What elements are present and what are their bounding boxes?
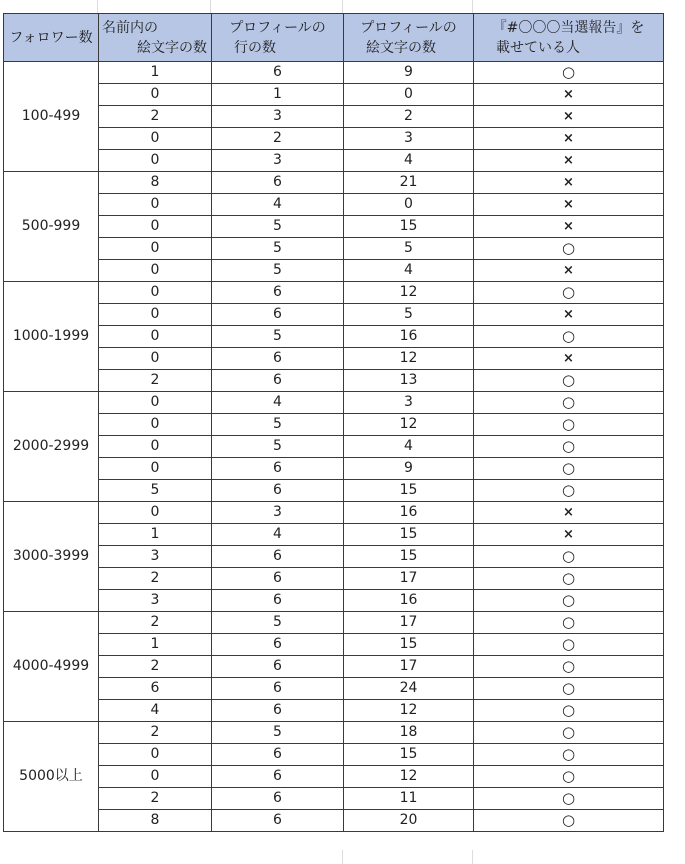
profile-emoji-cell: 4 [344,436,474,458]
profile-lines-cell: 3 [212,106,344,128]
report-mark-cell: ○ [474,568,664,590]
table-row [4,612,664,634]
follower-range-cell: 3000-3999 [4,502,99,612]
follower-range-cell: 2000-2999 [4,392,99,502]
name-emoji-cell: 0 [99,150,212,172]
profile-emoji-cell: 15 [344,480,474,502]
profile-lines-cell: 6 [212,766,344,788]
table-row [4,700,664,722]
table-row [4,392,664,414]
report-mark-cell: × [474,106,664,128]
profile-lines-cell: 4 [212,194,344,216]
profile-lines-cell: 6 [212,810,344,832]
profile-emoji-cell: 12 [344,348,474,370]
profile-lines-cell: 6 [212,458,344,480]
name-emoji-cell: 1 [99,524,212,546]
follower-range-cell: 1000-1999 [4,282,99,392]
table-row [4,722,664,744]
header-report [474,14,664,62]
table-row [4,260,664,282]
profile-emoji-cell: 0 [344,84,474,106]
profile-lines-cell: 6 [212,568,344,590]
name-emoji-cell: 0 [99,502,212,524]
report-mark-cell: ○ [474,788,664,810]
gridline [472,0,473,13]
profile-lines-cell: 1 [212,84,344,106]
gridline [342,850,343,864]
profile-lines-cell: 6 [212,590,344,612]
table-row [4,304,664,326]
profile-emoji-cell: 16 [344,590,474,612]
table-row [4,282,664,304]
profile-lines-cell: 6 [212,546,344,568]
report-mark-cell: × [474,216,664,238]
name-emoji-cell: 0 [99,414,212,436]
table-row [4,128,664,150]
report-mark-cell: ○ [474,700,664,722]
report-mark-cell: ○ [474,766,664,788]
follower-range-cell: 4000-4999 [4,612,99,722]
gridline [342,0,343,13]
report-mark-cell: ○ [474,326,664,348]
report-mark-cell: ○ [474,810,664,832]
table-row [4,568,664,590]
profile-lines-cell: 6 [212,304,344,326]
profile-emoji-cell: 2 [344,106,474,128]
name-emoji-cell: 2 [99,722,212,744]
name-emoji-cell: 2 [99,656,212,678]
name-emoji-cell: 0 [99,744,212,766]
name-emoji-cell: 2 [99,106,212,128]
profile-lines-cell: 6 [212,656,344,678]
name-emoji-cell: 3 [99,546,212,568]
profile-emoji-cell: 17 [344,568,474,590]
report-mark-cell: × [474,194,664,216]
profile-lines-cell: 4 [212,392,344,414]
name-emoji-cell: 0 [99,84,212,106]
profile-emoji-cell: 4 [344,150,474,172]
name-emoji-cell: 2 [99,370,212,392]
name-emoji-cell: 1 [99,634,212,656]
profile-lines-cell: 6 [212,678,344,700]
table-row [4,480,664,502]
table-row [4,84,664,106]
profile-emoji-cell: 12 [344,414,474,436]
profile-emoji-cell: 18 [344,722,474,744]
name-emoji-cell: 1 [99,62,212,84]
table-row [4,634,664,656]
report-mark-cell: ○ [474,546,664,568]
gridline [97,0,98,13]
header-profile-lines-line2: 行の数 [234,39,276,56]
name-emoji-cell: 0 [99,194,212,216]
profile-lines-cell: 3 [212,502,344,524]
profile-emoji-cell: 16 [344,502,474,524]
profile-emoji-cell: 3 [344,392,474,414]
report-mark-cell: × [474,128,664,150]
profile-lines-cell: 6 [212,744,344,766]
name-emoji-cell: 0 [99,238,212,260]
profile-emoji-cell: 4 [344,260,474,282]
name-emoji-cell: 5 [99,480,212,502]
table-row [4,788,664,810]
profile-emoji-cell: 11 [344,788,474,810]
name-emoji-cell: 0 [99,392,212,414]
header-report-line1: 『#〇〇〇当選報告』を [492,19,645,36]
profile-emoji-cell: 12 [344,766,474,788]
name-emoji-cell: 2 [99,568,212,590]
profile-emoji-cell: 13 [344,370,474,392]
profile-lines-cell: 6 [212,172,344,194]
name-emoji-cell: 0 [99,128,212,150]
profile-lines-cell: 3 [212,150,344,172]
follower-range-cell: 5000以上 [4,722,99,832]
profile-lines-cell: 5 [212,326,344,348]
profile-emoji-cell: 17 [344,612,474,634]
name-emoji-cell: 0 [99,326,212,348]
table-row [4,194,664,216]
report-mark-cell: ○ [474,282,664,304]
profile-emoji-cell: 9 [344,62,474,84]
table-row [4,238,664,260]
profile-lines-cell: 4 [212,524,344,546]
table-row [4,172,664,194]
profile-lines-cell: 5 [212,216,344,238]
profile-lines-cell: 6 [212,788,344,810]
gridline [472,850,473,864]
table-row [4,744,664,766]
header-name-emoji [99,14,212,62]
name-emoji-cell: 0 [99,216,212,238]
table-row [4,414,664,436]
profile-lines-cell: 6 [212,634,344,656]
header-profile-emoji-line1: プロフィールの [360,19,457,36]
header-profile-lines [212,14,344,62]
report-mark-cell: ○ [474,414,664,436]
name-emoji-cell: 3 [99,590,212,612]
report-mark-cell: ○ [474,62,664,84]
header-profile-lines-line1: プロフィールの [229,19,326,36]
profile-emoji-cell: 3 [344,128,474,150]
header-report-line2: 載せている人 [496,39,580,56]
name-emoji-cell: 0 [99,304,212,326]
profile-lines-cell: 5 [212,436,344,458]
report-mark-cell: ○ [474,612,664,634]
table-row [4,370,664,392]
table-row [4,216,664,238]
profile-lines-cell: 6 [212,282,344,304]
report-mark-cell: × [474,304,664,326]
name-emoji-cell: 2 [99,788,212,810]
name-emoji-cell: 0 [99,766,212,788]
header-name-emoji-line2: 絵文字の数 [137,39,207,56]
table-row [4,678,664,700]
profile-lines-cell: 6 [212,700,344,722]
profile-lines-cell: 2 [212,128,344,150]
profile-emoji-cell: 5 [344,304,474,326]
report-mark-cell: × [474,348,664,370]
name-emoji-cell: 4 [99,700,212,722]
report-mark-cell: ○ [474,656,664,678]
profile-emoji-cell: 15 [344,744,474,766]
profile-lines-cell: 5 [212,612,344,634]
profile-lines-cell: 6 [212,370,344,392]
name-emoji-cell: 0 [99,282,212,304]
emoji-survey-table [3,13,664,832]
table-row [4,348,664,370]
table-row [4,656,664,678]
profile-emoji-cell: 12 [344,282,474,304]
report-mark-cell: ○ [474,392,664,414]
report-mark-cell: ○ [474,744,664,766]
profile-emoji-cell: 15 [344,634,474,656]
report-mark-cell: × [474,150,664,172]
report-mark-cell: ○ [474,480,664,502]
report-mark-cell: ○ [474,722,664,744]
header-followers-label: フォロワー数 [9,29,93,46]
name-emoji-cell: 0 [99,458,212,480]
profile-emoji-cell: 5 [344,238,474,260]
name-emoji-cell: 0 [99,436,212,458]
report-mark-cell: × [474,524,664,546]
report-mark-cell: ○ [474,458,664,480]
profile-lines-cell: 5 [212,722,344,744]
report-mark-cell: ○ [474,370,664,392]
name-emoji-cell: 8 [99,172,212,194]
header-profile-emoji [344,14,474,62]
report-mark-cell: ○ [474,634,664,656]
header-followers [4,14,99,62]
report-mark-cell: ○ [474,590,664,612]
follower-range-cell: 500-999 [4,172,99,282]
profile-lines-cell: 6 [212,480,344,502]
table-row [4,458,664,480]
report-mark-cell: × [474,84,664,106]
profile-emoji-cell: 15 [344,546,474,568]
header-profile-emoji-line2: 絵文字の数 [366,39,436,56]
profile-emoji-cell: 20 [344,810,474,832]
profile-lines-cell: 6 [212,62,344,84]
profile-lines-cell: 5 [212,260,344,282]
profile-emoji-cell: 9 [344,458,474,480]
table-row [4,62,664,84]
report-mark-cell: × [474,502,664,524]
profile-emoji-cell: 24 [344,678,474,700]
report-mark-cell: ○ [474,436,664,458]
profile-emoji-cell: 15 [344,216,474,238]
table-row [4,524,664,546]
follower-range-cell: 100-499 [4,62,99,172]
profile-lines-cell: 6 [212,348,344,370]
profile-lines-cell: 5 [212,238,344,260]
table-row [4,546,664,568]
profile-emoji-cell: 0 [344,194,474,216]
name-emoji-cell: 0 [99,348,212,370]
report-mark-cell: × [474,172,664,194]
name-emoji-cell: 8 [99,810,212,832]
table-row [4,502,664,524]
table-row [4,436,664,458]
profile-emoji-cell: 21 [344,172,474,194]
profile-lines-cell: 5 [212,414,344,436]
table-row [4,150,664,172]
table-row [4,810,664,832]
profile-emoji-cell: 12 [344,700,474,722]
profile-emoji-cell: 15 [344,524,474,546]
report-mark-cell: × [474,260,664,282]
table-row [4,106,664,128]
report-mark-cell: ○ [474,678,664,700]
name-emoji-cell: 6 [99,678,212,700]
table-body [4,62,664,832]
header-name-emoji-line1: 名前内の [102,19,158,36]
name-emoji-cell: 2 [99,612,212,634]
gridline [210,0,211,13]
table-row [4,766,664,788]
table-row [4,326,664,348]
profile-emoji-cell: 17 [344,656,474,678]
profile-emoji-cell: 16 [344,326,474,348]
name-emoji-cell: 0 [99,260,212,282]
table-row [4,590,664,612]
report-mark-cell: ○ [474,238,664,260]
